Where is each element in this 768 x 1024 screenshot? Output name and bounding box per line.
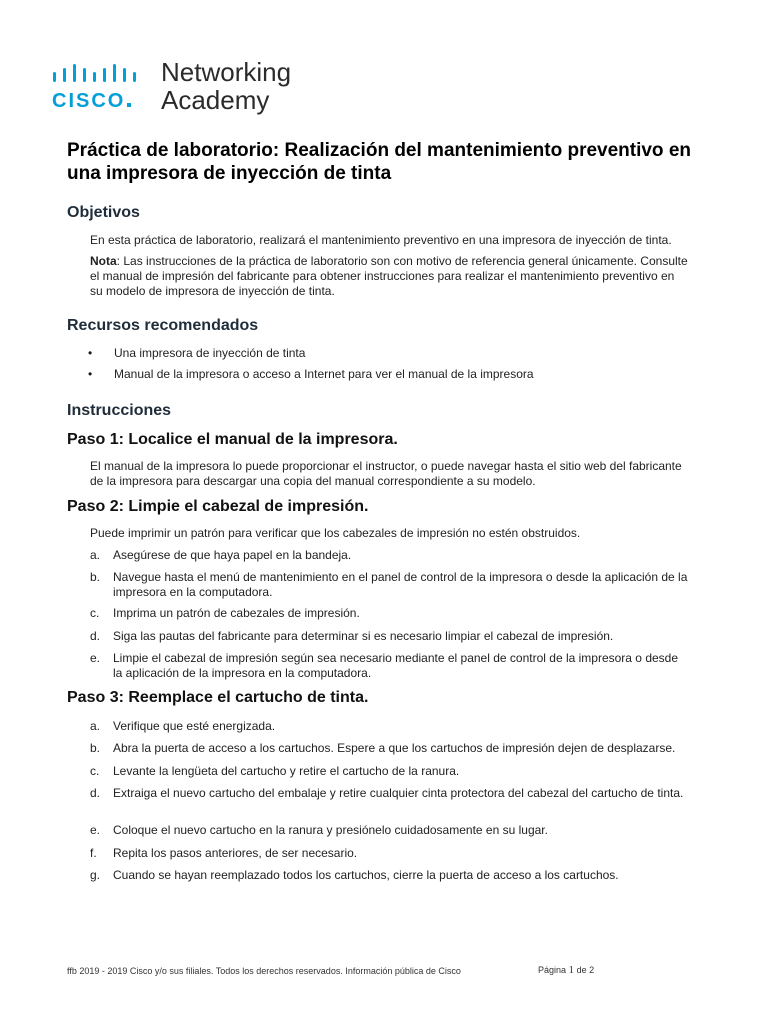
logo-dot-icon [127,103,131,107]
logo-academy-text: Academy [161,85,270,115]
cisco-wordmark [52,91,131,111]
list-item-label: e. [90,823,101,837]
list-item: Repita los pasos anteriores, de ser necesario. [113,846,358,860]
list-item: Imprima un patrón de cabezales de impresión. [113,606,360,620]
heading-recursos: Recursos recomendados [67,317,259,334]
bullet-marker: • [88,346,93,360]
footer-page-number [538,964,594,976]
bullet-marker: • [88,367,93,381]
list-item: Levante la lengüeta del cartucho y retire el cartucho de la ranura. [113,764,460,778]
list-item-label: g. [90,868,101,882]
list-item: Abra la puerta de acceso a los cartuchos. Espere a que los cartuchos de impresión dejen de desplazarse. [113,741,676,755]
list-item-label: d. [90,629,101,643]
list-item: Una impresora de inyección de tinta [114,346,306,360]
logo-networking-text: Networking [161,57,292,87]
list-item-label: f. [90,846,97,860]
list-item: Asegúrese de que haya papel en la bandeja. [113,548,352,562]
list-item: Limpie el cabezal de impresión según sea necesario mediante el panel de control de la impresora o desde la aplicación de la impresora en la computadora. [113,651,679,680]
list-item: Siga las pautas del fabricante para determinar si es necesario limpiar el cabezal de impresión. [113,629,614,643]
list-item: Coloque el nuevo cartucho en la ranura y presiónelo cuidadosamente en su lugar. [113,823,548,837]
note-paragraph [90,254,690,299]
list-item: Cuando se hayan reemplazado todos los cartuchos, cierre la puerta de acceso a los cartuchos. [113,868,619,882]
page-total: de 2 [576,965,595,975]
heading-paso-1: Paso 1: Localice el manual de la impresora. [67,431,398,448]
heading-objetivos: Objetivos [67,204,140,221]
cisco-wordmark-text: CISCO [52,90,126,112]
list-item: Extraiga el nuevo cartucho del embalaje y retire cualquier cinta protectora del cabezal del cartucho de tinta. [113,786,684,800]
note-label: Nota [90,254,117,268]
list-item-label: d. [90,786,101,800]
document-title: Práctica de laboratorio: Realización del mantenimiento preventivo en una impresora de inyección de tinta [67,140,691,184]
objetivos-text: En esta práctica de laboratorio, realizará el mantenimiento preventivo en una impresora de inyección de tinta. [90,233,672,247]
paso1-text: El manual de la impresora lo puede proporcionar el instructor, o puede navegar hasta el sitio web del fabricante de la impresora para descargar una copia del manual correspondiente a su modelo. [90,459,682,488]
heading-instrucciones: Instrucciones [67,402,172,419]
list-item-label: b. [90,570,101,584]
list-item-label: a. [90,719,101,733]
paso2-intro: Puede imprimir un patrón para verificar que los cabezales de impresión no estén obstruidos. [90,526,581,540]
list-item-label: a. [90,548,101,562]
heading-paso-2: Paso 2: Limpie el cabezal de impresión. [67,498,369,515]
page-current: 1 [568,964,575,976]
list-item-label: c. [90,764,100,778]
list-item-label: e. [90,651,101,665]
footer-copyright: ffb 2019 - 2019 Cisco y/o sus filiales. Todos los derechos reservados. Información pública de Cisco [67,966,461,976]
list-item-label: c. [90,606,100,620]
list-item: Verifique que esté energizada. [113,719,276,733]
list-item: Manual de la impresora o acceso a Internet para ver el manual de la impresora [114,367,534,381]
list-item-label: b. [90,741,101,755]
list-item: Navegue hasta el menú de mantenimiento en el panel de control de la impresora o desde la aplicación de la impresora en la computadora. [113,570,688,599]
page-label: Página [538,965,567,975]
cisco-bars-icon [52,64,140,82]
cisco-networking-academy-logo [52,56,312,116]
note-text: : Las instrucciones de la práctica de laboratorio son con motivo de referencia general únicamente. Consulte el manual de impresión del fabricante para obtener instrucciones para realizar el mantenimiento preventivo en su modelo de impresora de inyección de tinta. [90,254,688,298]
heading-paso-3: Paso 3: Reemplace el cartucho de tinta. [67,689,369,706]
